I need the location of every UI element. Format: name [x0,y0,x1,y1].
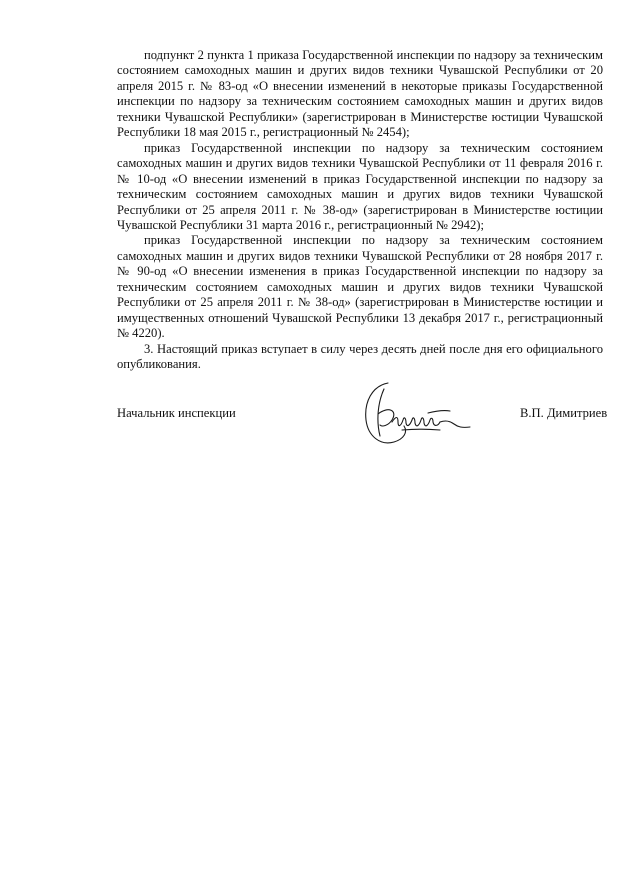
signatory-name: В.П. Димитриев [520,406,608,420]
signatory-title: Начальник инспекции [117,406,236,420]
handwritten-signature [358,380,476,448]
paragraph-subclause-2-amendment: подпункт 2 пункта 1 приказа Государственной инспекции по надзору за техническим состоянием самоходных машин и других видов техники Чувашской Республики от 20 апреля 2015 г. № 83-од «О внесении изменений в некоторые приказы Государственной инспекции по надзору за техническим состоянием самоходных машин и других видов техники Чувашской Республики» (зарегистрирован в Министерстве юстиции Чувашской Республики 18 мая 2015 г., регистрационный № 2454); [117,48,603,140]
paragraph-order-10-od: приказ Государственной инспекции по надзору за техническим состоянием самоходных машин и других видов техники Чувашской Республики от 11 февраля 2016 г. № 10-од «О внесении изменений в приказ Государственной инспекции по надзору за техническим состоянием самоходных машин и других видов техники Чувашской Республики от 25 апреля 2011 г. № 38-од» (зарегистрирован в Министерстве юстиции Чувашской Республики 31 марта 2016 г., регистрационный № 2942); [117,140,603,232]
paragraph-effective-date: 3. Настоящий приказ вступает в силу через десять дней после дня его официального опубликования. [117,341,603,372]
paragraph-order-90-od: приказ Государственной инспекции по надзору за техническим состоянием самоходных машин и других видов техники Чувашской Республики от 28 ноября 2017 г. № 90-од «О внесении изменения в приказ Государственной инспекции по надзору за техническим состоянием самоходных машин и других видов техники Чувашской Республики от 25 апреля 2011 г. № 38-од» (зарегистрирован в Министерстве юстиции и имущественных отношений Чувашской Республики 13 декабря 2017 г., регистрационный № 4220). [117,233,603,341]
document-body [117,48,603,373]
